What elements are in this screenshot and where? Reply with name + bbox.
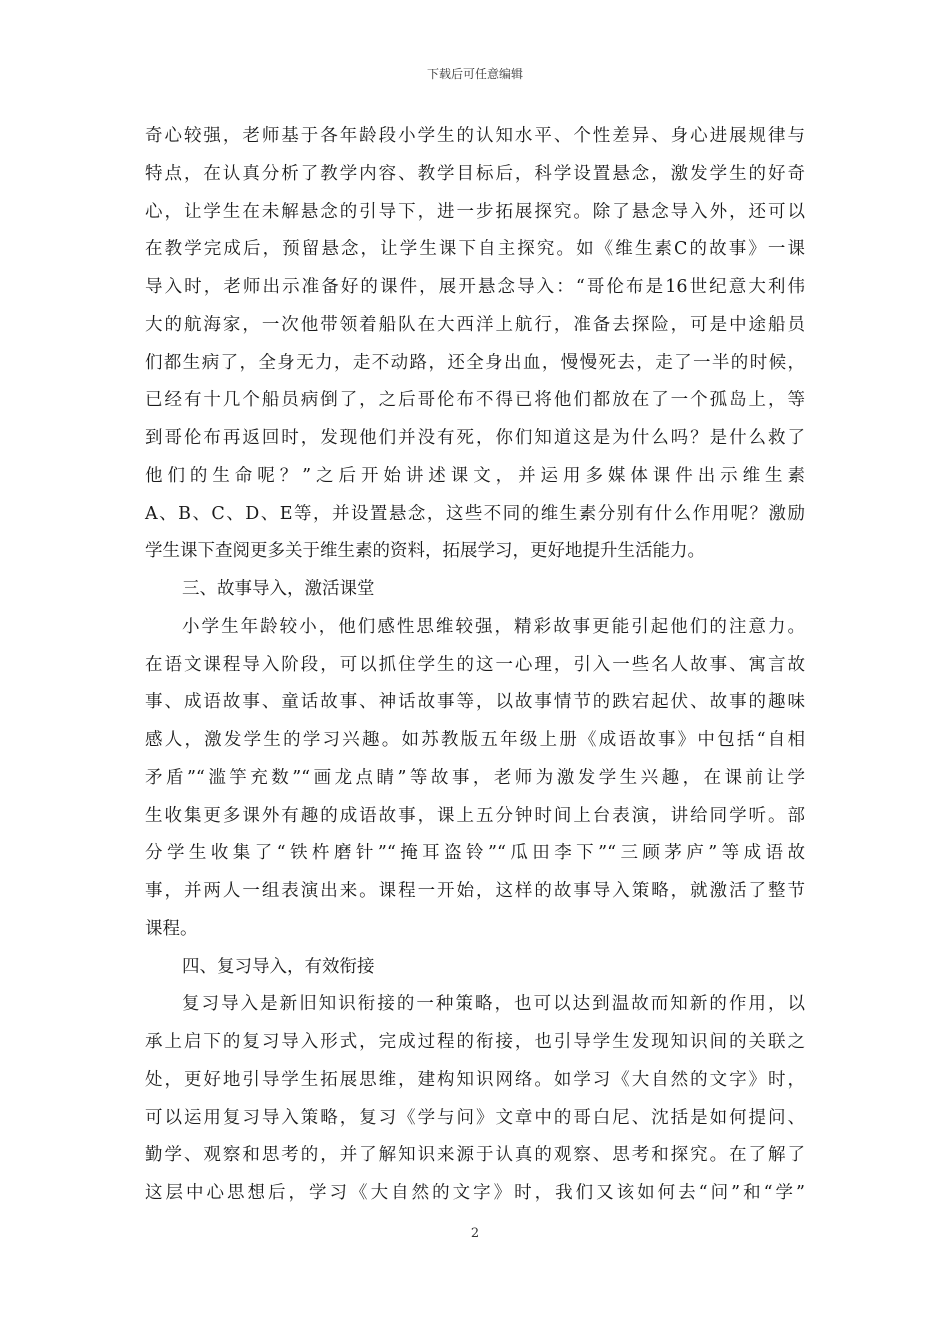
- page-header: 下载后可任意编辑: [426, 67, 523, 81]
- text-line: 奇心较强，老师基于各年龄段小学生的认知水平、个性差异、身心进展规律与: [145, 126, 805, 146]
- text-line: 小学生年龄较小，他们感性思维较强，精彩故事更能引起他们的注意力。: [182, 616, 805, 637]
- text-line: 分学生收集了“铁杵磨针”“掩耳盗铃”“瓜田李下”“三顾茅庐”等成语故: [145, 843, 805, 864]
- text-line: 处，更好地引导学生拓展思维，建构知识网络。如学习《大自然的文字》时，: [145, 1069, 805, 1090]
- page-number: 2: [470, 1226, 480, 1241]
- text-line: 课程。: [145, 918, 198, 939]
- text-line: A、B、C、D、E等，并设置悬念，这些不同的维生素分别有什么作用呢？激励: [145, 503, 805, 524]
- text-line: 在教学完成后，预留悬念，让学生课下自主探究。如《维生素C的故事》一课: [145, 239, 805, 260]
- text-line: 矛盾”“滥竽充数”“画龙点睛”等故事，老师为激发学生兴趣，在课前让学: [145, 767, 805, 788]
- text-line: 们都生病了，全身无力，走不动路，还全身出血，慢慢死去，走了一半的时候，: [145, 352, 805, 373]
- text-line: 可以运用复习导入策略，复习《学与问》文章中的哥白尼、沈括是如何提问、: [145, 1107, 805, 1128]
- text-line: 导入时，老师出示准备好的课件，展开悬念导入：“哥伦布是16世纪意大利伟: [145, 277, 805, 297]
- text-line: 已经有十几个船员病倒了，之后哥伦布不得已将他们都放在了一个孤岛上，等: [145, 390, 805, 411]
- text-line: 这层中心思想后，学习《大自然的文字》时，我们又该如何去“问”和“学”: [145, 1183, 805, 1203]
- text-line: 到哥伦布再返回时，发现他们并没有死，你们知道这是为什么吗？是什么救了: [145, 428, 805, 448]
- text-line: 在语文课程导入阶段，可以抓住学生的这一心理，引入一些名人故事、寓言故: [145, 654, 805, 675]
- text-line: 生收集更多课外有趣的成语故事，课上五分钟时间上台表演，讲给同学听。部: [145, 805, 805, 826]
- text-line: 大的航海家，一次他带领着船队在大西洋上航行，准备去探险，可是中途船员: [145, 314, 805, 335]
- text-line: 勤学、观察和思考的，并了解知识来源于认真的观察、思考和探究。在了解了: [145, 1145, 805, 1166]
- text-line: 四、复习导入，有效衔接: [182, 956, 375, 977]
- text-line: 复习导入是新旧知识衔接的一种策略，也可以达到温故而知新的作用，以: [182, 994, 805, 1015]
- text-line: 特点，在认真分析了教学内容、教学目标后，科学设置悬念，激发学生的好奇: [145, 163, 805, 184]
- document-body: [145, 118, 805, 1213]
- text-line: 感人，激发学生的学习兴趣。如苏教版五年级上册《成语故事》中包括“自相: [145, 730, 805, 750]
- text-line: 承上启下的复习导入形式，完成过程的衔接，也引导学生发现知识间的关联之: [145, 1032, 805, 1052]
- text-line: 他们的生命呢？”之后开始讲述课文，并运用多媒体课件出示维生素: [145, 465, 805, 486]
- text-line: 学生课下查阅更多关于维生素的资料，拓展学习，更好地提升生活能力。: [145, 541, 705, 562]
- text-line: 心，让学生在未解悬念的引导下，进一步拓展探究。除了悬念导入外，还可以: [145, 201, 805, 222]
- text-line: 三、故事导入，激活课堂: [182, 579, 375, 599]
- text-line: 事，并两人一组表演出来。课程一开始，这样的故事导入策略，就激活了整节: [145, 881, 805, 901]
- text-line: 事、成语故事、童话故事、神话故事等，以故事情节的跌宕起伏、故事的趣味: [145, 692, 805, 713]
